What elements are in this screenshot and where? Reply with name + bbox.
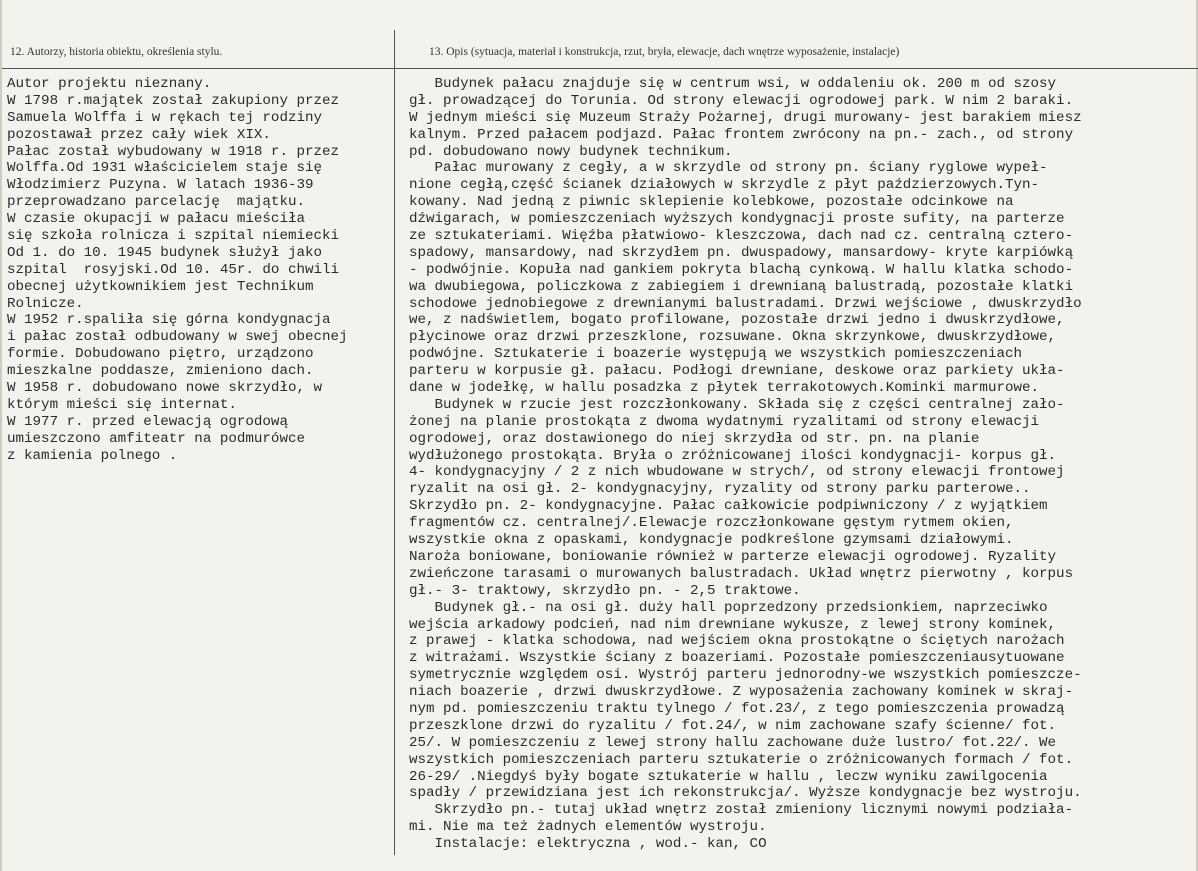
description-text-line: Naroża boniowane, boniowanie również w parterze elewacji ogrodowej. Ryzality (409, 548, 1057, 565)
history-text-line: Samuela Wolffa i w rękach tej rodziny (7, 109, 323, 126)
history-text-line: formie. Dobudowano piętro, urządzono (7, 346, 314, 363)
history-text-line: Włodzimierz Puzyna. W latach 1936-39 (7, 177, 314, 194)
description-text-line: Skrzydło pn. 2- kondygnacyjne. Pałac całkowicie podpiwniczony / z wyjątkiem (409, 498, 1048, 515)
history-text-line: Od 1. do 10. 1945 budynek służył jako (7, 244, 323, 261)
history-text-line: W 1977 r. przed elewacją ogrodową (7, 413, 288, 430)
description-text-column (409, 76, 1198, 853)
description-text-line: dźwigarach, w pomieszczeniach wyższych kondygnacji proste sufity, na parterze (409, 211, 1065, 228)
history-text-column (7, 76, 402, 464)
description-text-line: wszystkich pomieszczeniach parteru sztukaterie o zróżnicowanych formach / fot. (409, 751, 1074, 768)
description-text-line: kalnym. Przed pałacem podjazd. Pałac frontem zwrócony na pn.- zach., od strony (409, 126, 1074, 143)
history-text-line: Autor projektu nieznany. (7, 76, 212, 92)
history-text-line: którym mieści się internat. (7, 396, 237, 413)
history-text-line: pozostawał przez cały wiek XIX. (7, 126, 271, 143)
history-text-line: się szkoła rolnicza i szpital niemiecki (7, 228, 340, 245)
description-text-line: zwieńczone tarasami o murowanych balustradach. Układ wnętrz pierwotny , korpus (409, 565, 1074, 582)
history-text-line: obecnej użytkownikiem jest Technikum (7, 278, 314, 295)
description-text-line: pd. dobudowano nowy budynek technikum. (409, 143, 733, 160)
section-13-header: 13. Opis (sytuacja, materiał i konstrukcja, rzut, bryła, elewacje, dach wnętrze wyposażenie, instalacje) (429, 46, 900, 58)
description-text-line: gł.- 3- traktowy, skrzydło pn. - 2,5 traktowe. (409, 582, 801, 599)
section-12-header: 12. Autorzy, historia obiektu, określenia stylu. (10, 46, 223, 58)
history-text-line: i pałac został odbudowany w swej obecnej (7, 329, 348, 346)
description-text-line: wa dwubiegowa, policzkowa z zabiegiem i drewnianą balustradą, pozostałe klatki (409, 278, 1074, 295)
description-text-line: fragmentów cz. centralnej/.Elewacje rozczłonkowane gęstym rytmem okien, (409, 515, 1014, 532)
description-text-line: W jednym mieści się Muzeum Straży Pożarnej, drugi murowany- jest barakiem miesz (409, 109, 1082, 126)
description-text-line: z witrażami. Wszystkie ściany z boazeriami. Pozostałe pomieszczeniausytuowane (409, 650, 1065, 667)
description-text-line: parteru w korpusie gł. pałacu. Podłogi drewniane, deskowe oraz parkiety ukła- (409, 363, 1065, 380)
description-text-line: ogrodowej, oraz dostawionego do niej skrzydła od str. pn. na planie (409, 430, 980, 447)
history-text-line: Rolnicze. (7, 295, 84, 312)
history-text-line: W 1798 r.majątek został zakupiony przez (7, 92, 340, 109)
description-text-line: żonej na planie prostokąta z dwoma wydatnymi ryzalitami od strony elewacji (409, 413, 1040, 430)
description-text-line: gł. prowadzącej do Torunia. Od strony elewacji ogrodowej park. W nim 2 baraki. (409, 92, 1074, 109)
description-text-line: Budynek pałacu znajduje się w centrum wsi, w oddaleniu ok. 200 m od szosy (409, 76, 1057, 92)
description-text-line: nione cegłą,część ścianek działowych w skrzydle z płyt paździerzowych.Tyn- (409, 177, 1040, 194)
description-text-line: symetrycznie względem osi. Wystrój parteru jednorodny-we wszystkich pomieszcze- (409, 667, 1082, 684)
description-text-line: wydłużonego prostokąta. Bryła o zróżnicowanej ilości kondygnacji- korpus gł. (409, 447, 1057, 464)
description-text-line: - podwójnie. Kopuła nad gankiem pokryta blachą cynkową. W hallu klatka schodo- (409, 261, 1074, 278)
description-text-line: wszystkie okna z opaskami, kondygnacje podkreślone gzymsami działowymi. (409, 532, 1014, 549)
description-text-line: Budynek gł.- na osi gł. duży hall poprzedzony przedsionkiem, naprzeciwko (409, 599, 1048, 616)
history-text-line: W 1952 r.spaliła się górna kondygnacja (7, 312, 331, 329)
header-divider (2, 68, 1198, 69)
description-text-line: z prawej - klatka schodowa, nad wejściem okna prostokątne o ściętych narożach (409, 633, 1065, 650)
description-text-line: spadły / przewidziana jest ich rekonstrukcja/. Wyższe kondygnacje bez wystroju. (409, 785, 1082, 802)
history-text-line: umieszczono amfiteatr na podmurówce (7, 430, 305, 447)
history-text-line: W 1958 r. dobudowano nowe skrzydło, w (7, 380, 323, 397)
description-text-line: schodowe jednobiegowe z drewnianymi balustradami. Drzwi wejściowe , dwuskrzydło (409, 295, 1082, 312)
description-text-line: 26-29/ .Niegdyś były bogate sztukaterie w hallu , leczw wyniku zawilgocenia (409, 768, 1048, 785)
description-text-line: wejścia arkadowy podcień, nad nim drewniane wykusze, z lewej strony kominek, (409, 616, 1057, 633)
history-text-line: szpital rosyjski.Od 10. 45r. do chwili (7, 261, 340, 278)
description-text-line: mi. Nie ma też żadnych elementów wystroju. (409, 819, 767, 836)
history-text-line: z kamienia polnego . (7, 447, 178, 464)
description-text-line: podwójne. Sztukaterie i boazerie występują we wszystkich pomieszczeniach (409, 346, 1022, 363)
description-text-line: Pałac murowany z cegły, a w skrzydle od strony pn. ściany ryglowe wypeł- (409, 160, 1048, 177)
history-text-line: Wolffa.Od 1931 właścicielem staje się (7, 160, 323, 177)
history-text-line: przeprowadzano parcelację majątku. (7, 194, 305, 211)
description-text-line: we, z nadświetlem, bogato profilowane, pozostałe drzwi jedno i dwuskrzydłowe, (409, 312, 1065, 329)
description-text-line: spadowy, mansardowy, nad skrzydłem pn. dwuspadowy, mansardowy- kryte karpiówką (409, 244, 1074, 261)
history-text-line: W czasie okupacji w pałacu mieściła (7, 211, 305, 228)
description-text-line: 4- kondygnacyjny / 2 z nich wbudowane w strych/, od strony elewacji frontowej (409, 464, 1065, 481)
description-text-line: niach boazerie , drzwi dwuskrzydłowe. Z wyposażenia zachowany kominek w skraj- (409, 684, 1074, 701)
description-text-line: przeszklone drzwi do ryzalitu / fot.24/, w nim zachowane szafy ścienne/ fot. (409, 717, 1057, 734)
description-text-line: Budynek w rzucie jest rozczłonkowany. Składa się z części centralnej zało- (409, 396, 1065, 413)
description-text-line: dane w jodełkę, w hallu posadzka z płytek terrakotowych.Kominki marmurowe. (409, 380, 1040, 397)
description-text-line: 25/. W pomieszczeniu z lewej strony hallu zachowane duże lustro/ fot.22/. We (409, 734, 1057, 751)
description-text-line: ze sztukateriami. Więźba płatwiowo- kleszczowa, dach nad cz. centralną cztero- (409, 228, 1074, 245)
description-text-line: płycinowe oraz drzwi przeszklone, rozsuwane. Okna skrzynkowe, dwuskrzydłowe, (409, 329, 1057, 346)
history-text-line: Pałac został wybudowany w 1918 r. przez (7, 143, 340, 160)
history-text-line: mieszkalne poddasze, zmieniono dach. (7, 363, 314, 380)
description-text-line: Instalacje: elektryczna , wod.- kan, CO (409, 836, 767, 853)
description-text-line: ryzalit na osi gł. 2- kondygnacyjny, ryzality od strony parku parterowe.. (409, 481, 1031, 498)
description-text-line: nym pd. pomieszczeniu traktu tylnego / fot.23/, z tego pomieszczenia prowadzą (409, 700, 1065, 717)
description-text-line: Skrzydło pn.- tutaj układ wnętrz został zmieniony licznymi nowymi podziała- (409, 802, 1074, 819)
description-text-line: kowany. Nad jedną z piwnic sklepienie kolebkowe, pozostałe odcinkowe na (409, 194, 1014, 211)
